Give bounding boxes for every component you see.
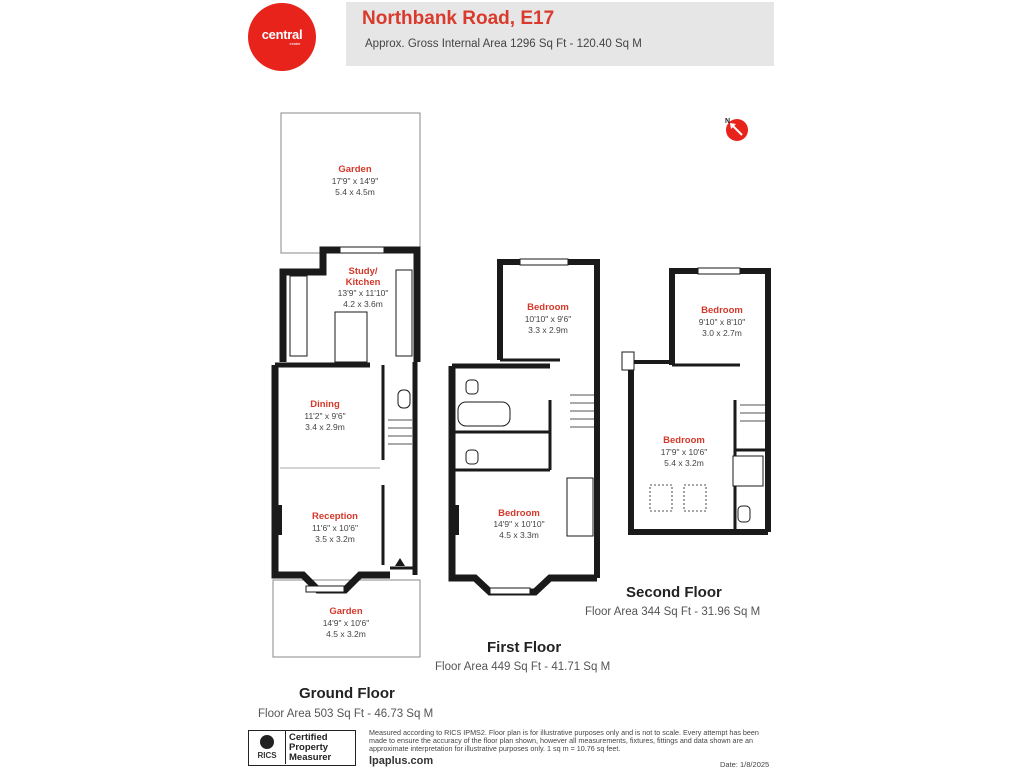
- front-garden-metric: 4.5 x 3.2m: [326, 629, 366, 639]
- front-garden-imperial: 14'9" x 10'6": [322, 618, 370, 628]
- study-kitchen-metric: 4.2 x 3.6m: [343, 299, 383, 309]
- sf-main-bedroom-imperial: 17'9" x 10'6": [660, 447, 708, 457]
- room-labels: [304, 164, 745, 639]
- rear-garden-metric: 5.4 x 4.5m: [335, 187, 375, 197]
- sf-main-bedroom-metric: 5.4 x 3.2m: [664, 458, 704, 468]
- ground-floor-title: Ground Floor: [299, 685, 395, 702]
- study-kitchen-imperial: 13'9" x 11'10": [337, 288, 389, 298]
- rics-org: RICS: [257, 751, 277, 760]
- website-link[interactable]: lpaplus.com: [369, 755, 434, 767]
- ff-back-bedroom-metric: 3.3 x 2.9m: [528, 325, 568, 335]
- sf-back-bedroom-label: Bedroom: [701, 305, 743, 316]
- first-floor-title: First Floor: [487, 639, 562, 656]
- second-floor-area: Floor Area 344 Sq Ft - 31.96 Sq M: [585, 606, 761, 618]
- disclaimer-text: Measured according to RICS IPMS2. Floor plan is for illustrative purposes only and is not to scale. Every attempt has been made to ensure the accuracy of the floor plan shown, however all measurements, fixtures, fittings and data shown are an approximate interpretation for illustrative purposes only. 1 sq m = 10.76 sq feet.: [369, 728, 759, 754]
- ff-back-bedroom-label: Bedroom: [527, 302, 569, 313]
- rics-line-1: Certified: [289, 732, 328, 743]
- study-kitchen-label-2: Kitchen: [345, 277, 381, 288]
- rics-emblem-icon: [260, 735, 274, 749]
- logo-tagline: estate: [289, 41, 301, 46]
- dining-metric: 3.4 x 2.9m: [305, 422, 345, 432]
- rics-badge: [248, 730, 356, 766]
- reception-metric: 3.5 x 3.2m: [315, 534, 355, 544]
- sf-back-bedroom-metric: 3.0 x 2.7m: [702, 328, 742, 338]
- rics-line-3: Measurer: [289, 752, 332, 763]
- study-kitchen-label-1: Study/: [348, 266, 378, 277]
- sf-back-bedroom-imperial: 9'10" x 8'10": [698, 317, 746, 327]
- compass-label: N: [725, 118, 731, 125]
- reception-imperial: 11'6" x 10'6": [312, 523, 358, 533]
- dining-imperial: 11'2" x 9'6": [304, 411, 346, 421]
- gross-area-subtitle: Approx. Gross Internal Area 1296 Sq Ft - 120.40 Sq M: [365, 38, 642, 50]
- ff-front-bedroom-metric: 4.5 x 3.3m: [499, 530, 539, 540]
- rear-garden-label: Garden: [338, 164, 372, 175]
- plan-date: Date: 1/8/2025: [720, 760, 770, 769]
- ff-front-bedroom-label: Bedroom: [498, 508, 540, 519]
- second-floor-plan: [622, 268, 768, 532]
- dining-label: Dining: [310, 399, 340, 410]
- reception-label: Reception: [312, 511, 358, 522]
- first-floor-plan: [452, 259, 597, 594]
- sf-main-bedroom-label: Bedroom: [663, 435, 705, 446]
- ff-front-bedroom-imperial: 14'9" x 10'10": [493, 519, 545, 529]
- logo-text: central: [261, 27, 303, 42]
- first-floor-area: Floor Area 449 Sq Ft - 41.71 Sq M: [435, 661, 611, 673]
- front-garden-label: Garden: [329, 606, 363, 617]
- second-floor-title: Second Floor: [626, 584, 722, 601]
- ff-back-bedroom-imperial: 10'10" x 9'6": [524, 314, 572, 324]
- rear-garden-imperial: 17'9" x 14'9": [331, 176, 379, 186]
- ground-floor-area: Floor Area 503 Sq Ft - 46.73 Sq M: [258, 708, 434, 720]
- rics-line-2: Property: [289, 742, 329, 753]
- page-title: Northbank Road, E17: [362, 8, 555, 29]
